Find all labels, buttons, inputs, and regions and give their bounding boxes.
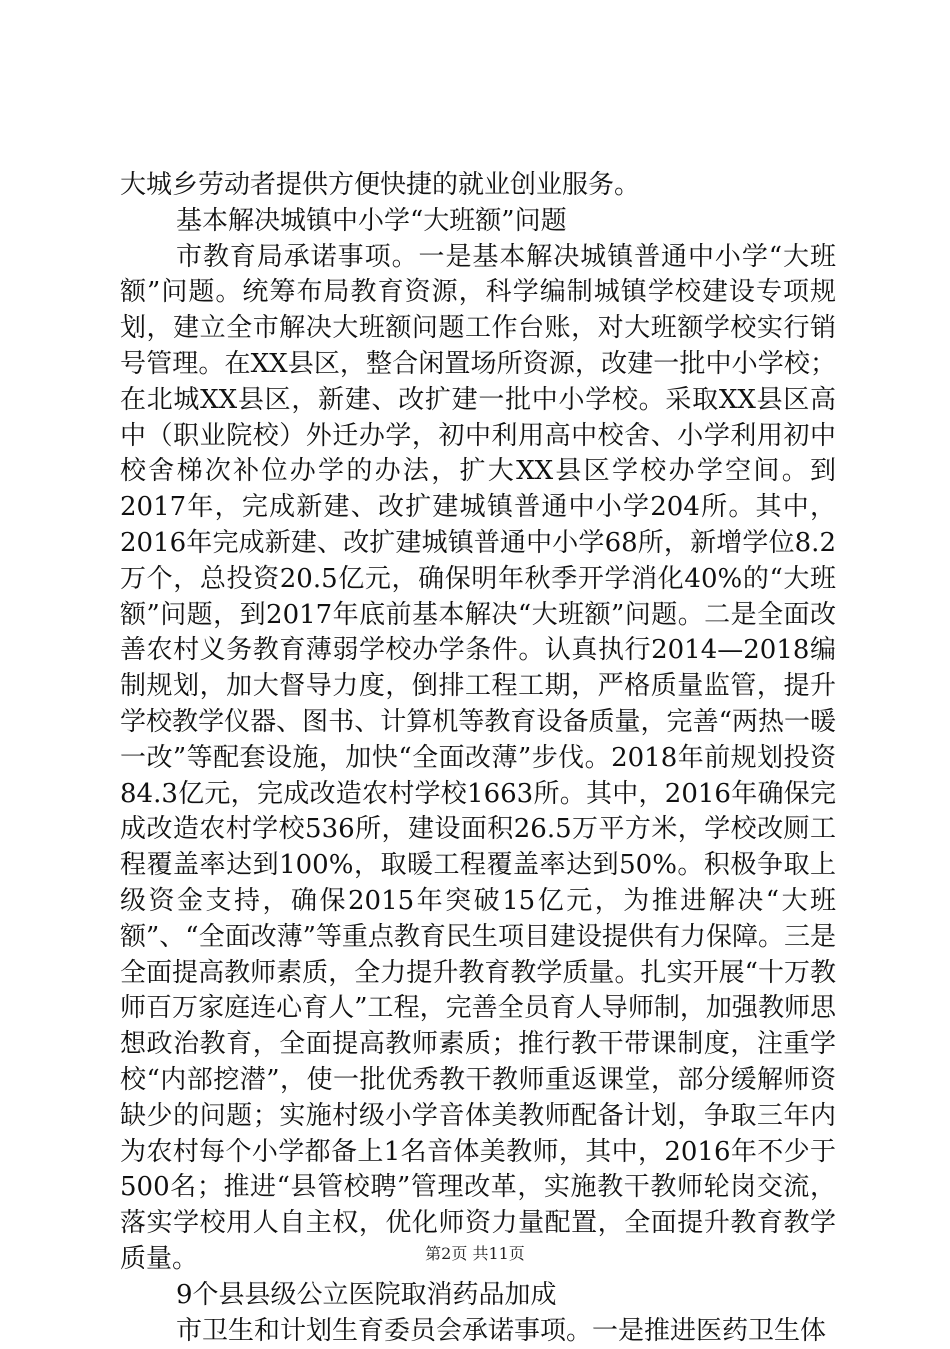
- page-footer: 第2页 共11页: [0, 1241, 950, 1264]
- paragraph-education-bureau: 市教育局承诺事项。一是基本解决城镇普通中小学“大班额”问题。统筹布局教育资源，科学编制城镇学校建设专项规划，建立全市解决大班额问题工作台账，对大班额学校实行销号管理。在XX县区，整合闲置场所资源，改建一批中小学校；在北城XX县区，新建、改扩建一批中小学校。采取XX县区高中（职业院校）外迁办学，初中利用高中校舍、小学利用初中校舍梯次补位办学的办法，扩大XX县区学校办学空间。到2017年，完成新建、改扩建城镇普通中小学204所。其中，2016年完成新建、改扩建城镇普通中小学68所，新增学位8.2万个，总投资20.5亿元，确保明年秋季开学消化40%的“大班额”问题，到2017年底前基本解决“大班额”问题。二是全面改善农村义务教育薄弱学校办学条件。认真执行2014—2018编制规划，加大督导力度，倒排工程工期，严格质量监管，提升学校教学仪器、图书、计算机等教育设备质量，完善“两热一暖一改”等配套设施，加快“全面改薄”步伐。2018年前规划投资84.3亿元，完成改造农村学校1663所。其中，2016年确保完成改造农村学校536所，建设面积26.5万平方米，学校改厕工程覆盖率达到100%，取暖工程覆盖率达到50%。积极争取上级资金支持，确保2015年突破15亿元，为推进解决“大班额”、“全面改薄”等重点教育民生项目建设提供有力保障。三是全面提高教师素质，全力提升教育教学质量。扎实开展“十万教师百万家庭连心育人”工程，完善全员育人导师制，加强教师思想政治教育，全面提高教师素质；推行教干带课制度，注重学校“内部挖潜”，使一批优秀教干教师重返课堂，部分缓解师资缺少的问题；实施村级小学音体美教师配备计划，争取三年内为农村每个小学都备上1名音体美教师，其中，2016年不少于500名；推进“县管校聘”管理改革，实施教干教师轮岗交流，落实学校用人自主权，优化师资力量配置，全面提升教育教学质量。: [120, 240, 836, 1278]
- section-heading-class-size: 基本解决城镇中小学“大班额”问题: [120, 204, 836, 240]
- section-heading-hospitals: 9个县县级公立医院取消药品加成: [120, 1278, 836, 1314]
- document-body: [120, 168, 836, 1349]
- paragraph-continuation: 大城乡劳动者提供方便快捷的就业创业服务。: [120, 168, 836, 204]
- paragraph-health-commission: 市卫生和计划生育委员会承诺事项。一是推进医药卫生体: [120, 1314, 836, 1349]
